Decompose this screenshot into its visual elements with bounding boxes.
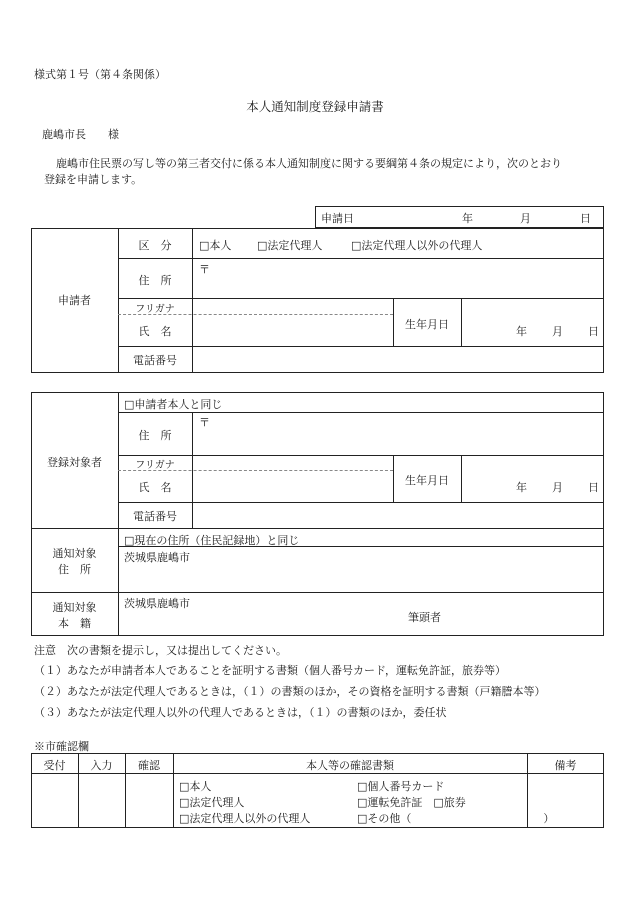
form-title: 本人通知制度登録申請書	[246, 99, 384, 114]
applicant-furigana-label: フリガナ	[135, 304, 175, 315]
applicant-address-label: 住 所	[138, 274, 172, 287]
confirm-left-option-other-agent[interactable]: □法定代理人以外の代理人	[179, 812, 311, 825]
target-birth-field[interactable]	[462, 456, 603, 501]
applicant-name-field[interactable]	[193, 315, 392, 345]
notify-domicile-label-2: 本 籍	[58, 617, 91, 630]
head-of-register-field[interactable]	[450, 596, 603, 634]
applicant-birth-label: 生年月日	[405, 318, 449, 331]
applicant-address-field[interactable]	[193, 259, 603, 297]
notify-domicile-prefix: 茨城県鹿嶋市	[124, 597, 190, 610]
target-section-label: 登録対象者	[47, 456, 102, 469]
confirm-right-option-other[interactable]: □その他（ ）	[357, 812, 555, 825]
target-phone-field[interactable]	[193, 503, 603, 527]
confirm-col-input: 入力	[90, 759, 113, 772]
target-birth-label: 生年月日	[405, 474, 449, 487]
target-furigana-field[interactable]	[193, 456, 392, 469]
applicant-phone-label: 電話番号	[133, 354, 177, 367]
confirm-col-remarks: 備考	[554, 759, 577, 772]
confirm-left-option-legal-rep[interactable]: □法定代理人	[179, 796, 245, 809]
confirm-right-option-license-passport[interactable]: □運転免許証 □旅券	[357, 796, 466, 809]
intro-line-2: 登録を申請します。	[44, 173, 143, 186]
notify-address-label-1: 通知対象	[52, 547, 97, 560]
notes-item: （２）あなたが法定代理人であるときは，（１）の書類のほか，その資格を証明する書類（戸籍謄本等）	[34, 685, 546, 698]
applicant-birth-day: 日	[588, 325, 599, 338]
applicant-furigana-field[interactable]	[193, 299, 392, 313]
intro-line-1: 鹿嶋市住民票の写し等の第三者交付に係る本人通知制度に関する要綱第４条の規定により，次のとおり	[56, 157, 562, 170]
notify-same-as-current[interactable]: □現在の住所（住民記録地）と同じ	[124, 534, 300, 547]
applicant-phone-field[interactable]	[193, 347, 603, 372]
application-date-month: 月	[520, 212, 531, 225]
applicant-option-legal-rep[interactable]: □法定代理人	[257, 239, 323, 252]
applicant-category-label: 区 分	[138, 239, 172, 252]
head-of-register-label: 筆頭者	[408, 611, 441, 624]
application-date-year: 年	[462, 212, 473, 225]
application-date-label: 申請日	[321, 212, 354, 225]
notes-item: （１）あなたが申請者本人であることを証明する書類（個人番号カード，運転免許証，旅券等）	[34, 664, 507, 677]
applicant-postal-mark: 〒	[199, 263, 210, 276]
notes-header: 注意 次の書類を提示し，又は提出してください。	[34, 644, 287, 657]
target-address-label: 住 所	[138, 429, 172, 442]
target-furigana-label: フリガナ	[135, 460, 175, 471]
notes-item: （３）あなたが法定代理人以外の代理人であるときは，（１）の書類のほか，委任状	[34, 706, 447, 719]
confirm-header: ※市確認欄	[34, 740, 89, 753]
applicant-section-label: 申請者	[58, 294, 91, 307]
target-birth-year: 年	[516, 481, 527, 494]
confirm-col-documents: 本人等の確認書類	[306, 759, 394, 772]
form-number: 様式第１号（第４条関係）	[34, 68, 166, 81]
applicant-birth-year: 年	[516, 325, 527, 338]
notify-address-field[interactable]	[200, 565, 603, 591]
confirm-right-option-mynumber[interactable]: □個人番号カード	[357, 780, 445, 793]
application-date-day: 日	[580, 212, 591, 225]
confirm-col-reception: 受付	[43, 759, 66, 772]
target-birth-day: 日	[588, 481, 599, 494]
applicant-name-label: 氏 名	[138, 325, 172, 338]
confirm-col-check: 確認	[138, 759, 160, 772]
notify-address-label-2: 住 所	[58, 563, 91, 576]
addressee: 鹿嶋市長 様	[42, 128, 119, 141]
target-same-as-applicant[interactable]: □申請者本人と同じ	[124, 398, 223, 411]
application-date-box[interactable]	[315, 206, 604, 228]
applicant-option-other-agent[interactable]: □法定代理人以外の代理人	[351, 239, 483, 252]
target-name-label: 氏 名	[138, 481, 172, 494]
notify-domicile-label-1: 通知対象	[52, 601, 97, 614]
target-postal-mark: 〒	[199, 416, 210, 429]
target-birth-month: 月	[552, 481, 563, 494]
notify-address-prefix: 茨城県鹿嶋市	[124, 551, 190, 564]
target-address-field[interactable]	[193, 413, 603, 454]
applicant-birth-field[interactable]	[462, 299, 603, 345]
applicant-birth-month: 月	[552, 325, 563, 338]
confirm-left-option-self[interactable]: □本人	[179, 780, 212, 793]
applicant-option-self[interactable]: □本人	[199, 239, 232, 252]
notify-domicile-field[interactable]	[200, 596, 400, 634]
target-name-field[interactable]	[193, 471, 392, 501]
target-phone-label: 電話番号	[133, 510, 177, 523]
